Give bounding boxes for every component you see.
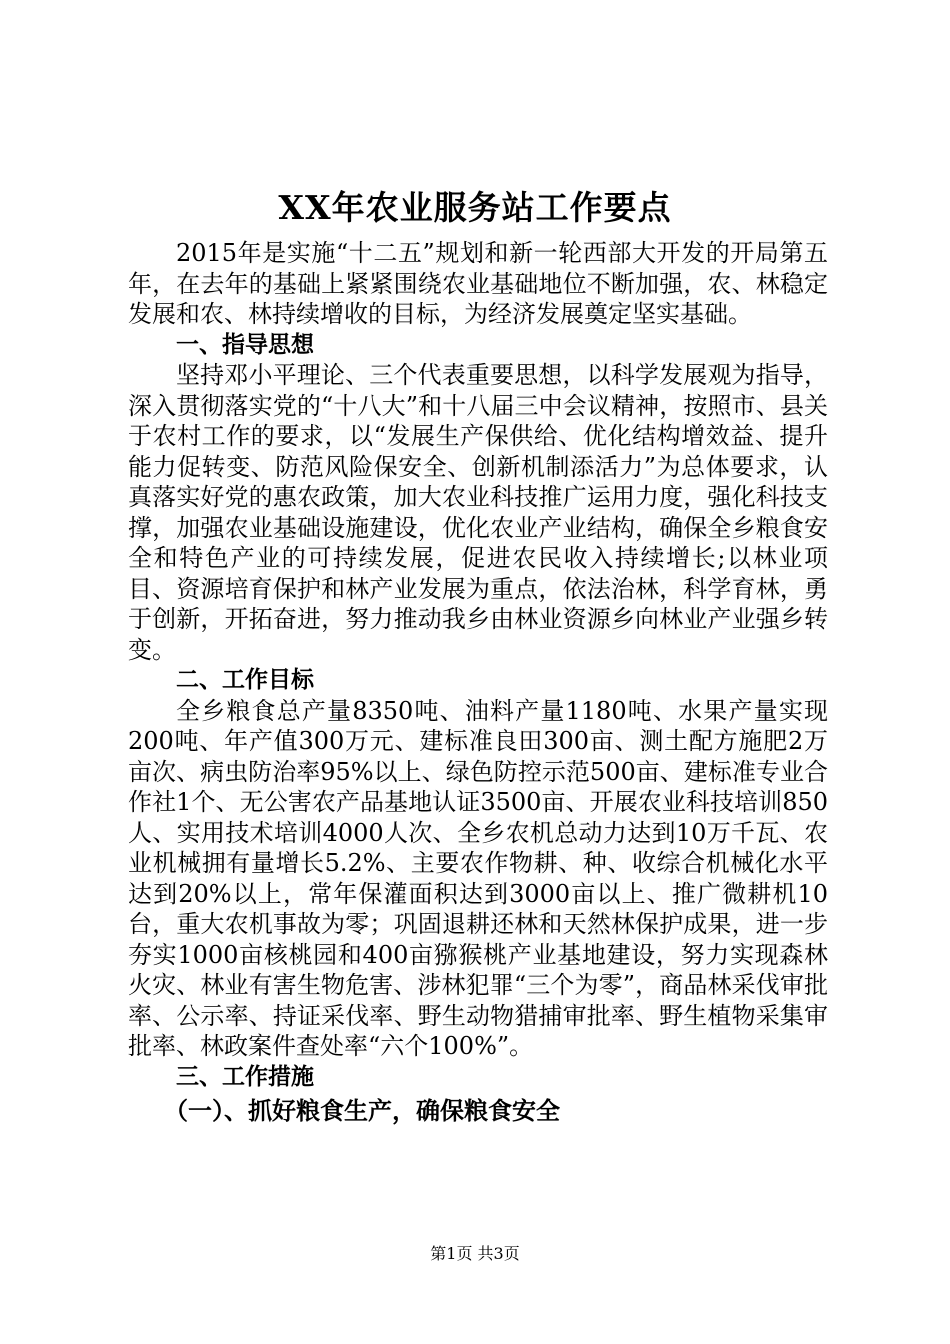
subsection-heading-grain-production: （一）、抓好粮食生产，确保粮食安全 [164,1097,560,1125]
document-title: XX年农业服务站工作要点 [278,188,672,227]
page-number-footer: 第1页 共3页 [430,1244,520,1263]
document-body [128,238,828,1127]
section-guiding-ideology-body: 坚持邓小平理论、三个代表重要思想，以科学发展观为指导，深入贯彻落实党的“十八大”和十八届三中会议精神，按照市、县关于农村工作的要求，以“发展生产保供给、优化结构增效益、提升能力促转变、防范风险保安全、创新机制添活力”为总体要求，认真落实好党的惠农政策，加大农业科技推广运用力度，强化科技支撑，加强农业基础设施建设，优化农业产业结构，确保全乡粮食安全和特色产业的可持续发展，促进农民收入持续增长;以林业项目、资源培育保护和林产业发展为重点，依法治林，科学育林，勇于创新，开拓奋进，努力推动我乡由林业资源乡向林业产业强乡转变。 [128,361,828,664]
section-heading-guiding-ideology: 一、指导思想 [176,331,314,358]
intro-paragraph: 2015年是实施“十二五”规划和新一轮西部大开发的开局第五年，在去年的基础上紧紧围绕农业基础地位不断加强，农、林稳定发展和农、林持续增收的目标，为经济发展奠定坚实基础。 [128,239,828,328]
section-heading-work-goals: 二、工作目标 [176,667,314,693]
section-heading-work-measures: 三、工作措施 [176,1063,314,1090]
section-work-goals-body: 全乡粮食总产量8350吨、油料产量1180吨、水果产量实现200吨、年产值300万元、建标准良田300亩、测土配方施肥2万亩次、病虫防治率95%以上、绿色防控示范500亩、建标准专业合作社1个、无公害农产品基地认证3500亩、开展农业科技培训850人、实用技术培训4000人次、全乡农机总动力达到10万千瓦、农业机械拥有量增长5.2%、主要农作物耕、种、收综合机械化水平达到20%以上，常年保灌面积达到3000亩以上、推广微耕机10台，重大农机事故为零；巩固退耕还林和天然林保护成果，进一步夯实1000亩核桃园和400亩猕猴桃产业基地建设，努力实现森林火灾、林业有害生物危害、涉林犯罪“三个为零”，商品林采伐审批率、公示率、持证采伐率、野生动物猎捕审批率、野生植物采集审批率、林政案件查处率“六个100%”。 [128,696,828,1060]
